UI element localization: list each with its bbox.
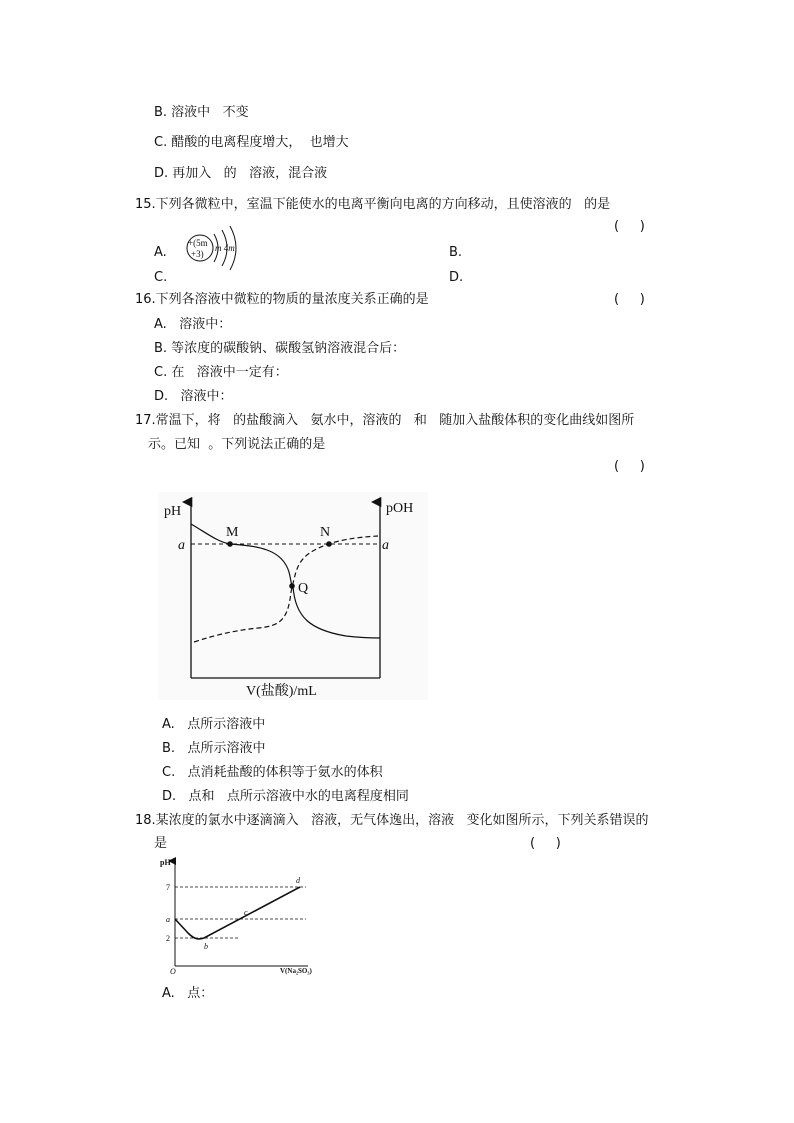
atom-shell-labels: m 4m bbox=[215, 243, 235, 253]
q16-stem: 16.下列各溶液中微粒的物质的量浓度关系正确的是 bbox=[135, 292, 429, 307]
q18-stem-line1: 18.某浓度的氯水中逐滴滴入 溶液，无气体逸出，溶液 变化如图所示，下列关系错误的 bbox=[135, 813, 649, 828]
q16-option-a: A. 溶液中： bbox=[154, 317, 232, 332]
q18-tick-a: a bbox=[166, 915, 170, 924]
q15-option-c: C. bbox=[154, 270, 168, 285]
q18-point-c: c bbox=[244, 908, 248, 917]
q18-origin: O bbox=[170, 967, 176, 976]
q16-option-d: D. 溶液中： bbox=[154, 389, 233, 404]
q18-ph-label: pH bbox=[160, 858, 171, 867]
q15-atom-diagram bbox=[178, 226, 248, 274]
q17-option-c: C. 点消耗盐酸的体积等于氨水的体积 bbox=[162, 765, 383, 780]
q14-option-d: D. 再加入 的 溶液，混合液 bbox=[154, 166, 328, 181]
q17-option-d: D. 点和 点所示溶液中水的电离程度相同 bbox=[162, 789, 409, 804]
q17-stem-line2: 示。已知 。下列说法正确的是 bbox=[148, 437, 326, 452]
q17-stem-line1: 17.常温下，将 的盐酸滴入 氨水中，溶液的 和 随加入盐酸体积的变化曲线如图所 bbox=[135, 413, 635, 428]
atom-nucleus-bottom: +3) bbox=[191, 249, 204, 259]
q15-option-a: A. bbox=[154, 245, 167, 260]
q15-answer-paren: ( ) bbox=[614, 219, 645, 234]
q18-point-d: d bbox=[296, 876, 300, 885]
q16-option-b: B. 等浓度的碳酸钠、碳酸氢钠溶液混合后： bbox=[154, 341, 406, 356]
q18-volume-label: V(Na₂SO₃) bbox=[280, 967, 312, 975]
ph-axis-label: pH bbox=[164, 504, 182, 519]
point-m bbox=[227, 541, 233, 547]
q18-answer-paren: ( ) bbox=[530, 836, 561, 851]
q-label: Q bbox=[298, 581, 309, 596]
q18-ph-curve bbox=[175, 887, 300, 939]
point-q bbox=[289, 583, 295, 589]
q18-tick-2: 2 bbox=[166, 934, 170, 943]
a-label-right: a bbox=[382, 538, 389, 553]
q18-option-a: A. 点： bbox=[162, 986, 214, 1001]
q18-ph-graph bbox=[158, 855, 338, 977]
q14-option-b: B. 溶液中 不变 bbox=[154, 105, 249, 120]
poh-axis-label: pOH bbox=[386, 501, 414, 516]
q18-point-b: b bbox=[204, 942, 208, 951]
point-n bbox=[326, 541, 332, 547]
q17-ph-poh-graph bbox=[158, 492, 428, 700]
q17-answer-paren: ( ) bbox=[614, 459, 645, 474]
atom-nucleus-top: +(5m bbox=[188, 238, 208, 248]
q15-stem: 15.下列各微粒中，室温下能使水的电离平衡向电离的方向移动，且使溶液的 的是 bbox=[135, 197, 611, 212]
q17-option-b: B. 点所示溶液中 bbox=[162, 741, 266, 756]
volume-axis-label: V(盐酸)/mL bbox=[246, 684, 317, 699]
m-label: M bbox=[226, 525, 239, 540]
q17-option-a: A. 点所示溶液中 bbox=[162, 717, 266, 732]
q14-option-c: C. 醋酸的电离程度增大， 也增大 bbox=[154, 135, 349, 150]
a-label-left: a bbox=[178, 538, 185, 553]
q18-stem-line2: 是 bbox=[154, 836, 168, 851]
q16-answer-paren: ( ) bbox=[614, 292, 645, 307]
q15-option-d: D. bbox=[449, 270, 464, 285]
n-label: N bbox=[320, 525, 331, 540]
q18-tick-7: 7 bbox=[166, 883, 170, 892]
q15-option-b: B. bbox=[449, 245, 463, 260]
q16-option-c: C. 在 溶液中一定有： bbox=[154, 365, 288, 380]
